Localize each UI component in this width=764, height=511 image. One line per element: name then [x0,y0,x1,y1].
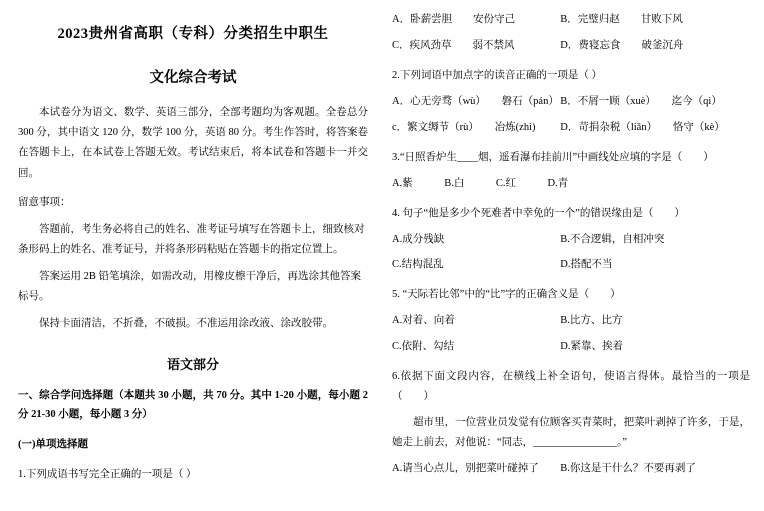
notice-item-2: 答案运用 2B 铅笔填涂，如需改动，用橡皮檫干净后，再选涂其他答案标号。 [18,270,362,303]
question-5-options-row-1 [392,311,750,331]
notice-label: 留意事项： [18,197,71,209]
question-3-options[interactable]: A.紫 B.白 C.红 D.青 [392,177,569,189]
question-4-options-row-2 [392,255,750,275]
question-2-options-row-1 [392,92,750,112]
question-5-option-c[interactable]: C.依附、勾结 [392,341,455,353]
question-2-options-row-2 [392,118,750,138]
question-5-option-b[interactable]: B.比方、比方 [560,315,623,327]
question-1-option-a[interactable]: A．卧薪尝胆 安份守己 [392,14,516,25]
exam-title-line1: 2023贵州省高职（专科）分类招生中职生 [57,26,329,42]
question-4-option-a[interactable]: A.成分残缺 [392,233,445,245]
question-5-stem: 5. “天际若比邻”中的“比”字的正确含义是（ ） [392,289,621,301]
question-6-option-a[interactable]: A.请当心点儿，别把菜叶碰掉了 [392,462,539,474]
question-1-options-row-1 [392,10,750,30]
question-4-option-d[interactable]: D.搭配不当 [560,259,613,271]
question-3-stem: 3.“日照香炉生____烟，遥看瀑布挂前川”中画线处应填的字是（ ） [392,151,714,163]
question-4-option-b[interactable]: B.不合逻辑，自相冲突 [560,233,665,245]
question-5-option-d[interactable]: D.紧靠、挨着 [560,341,623,353]
question-4-option-c[interactable]: C.结构混乱 [392,259,444,271]
question-4-stem: 4. 句子“他是多少个死难者中幸免的一个”的错误缘由是（ ） [392,207,685,219]
exam-intro: 本试卷分为语文、数学、英语三部分，全部考题均为客观题。全卷总分 300 分，其中语文 120 分，数学 100 分，英语 80 分。考生作答时，将答案卷在答题卡上，在本试卷上答题无效。考试结束后，将本试卷和答题卡一并交回。 [18,106,368,179]
question-1-option-d[interactable]: D．费寝忘食 破釜沉舟 [560,39,684,51]
question-6-option-b[interactable]: B.你这是干什么？不要再剥了 [560,462,696,474]
question-2-option-b[interactable]: B．不屑一顾（xuè） 迄今（qì） [560,95,722,107]
notice-item-1: 答题前，考生务必将自己的姓名、准考证号填写在答题卡上，细致核对条形码上的姓名、准考证号，并将条形码粘贴在答题卡的指定位置上。 [18,223,365,256]
question-1-option-c[interactable]: C．疾风劲草 弱不禁风 [392,39,515,51]
question-3-options-row-1 [392,174,750,194]
question-2-option-c[interactable]: c．繁文缛节（rù） 冶炼(zhì) [392,121,536,133]
section-title-chinese: 语文部分 [166,357,219,373]
right-column [382,0,764,511]
question-2-option-d[interactable]: D．苛捐杂税（liǎn） 恪守（kè） [560,121,725,133]
question-5-option-a[interactable]: A.对着、向着 [392,315,455,327]
sub-heading: (一)单项选择题 [18,438,88,450]
question-1-stem: 1.下列成语书写完全正确的一项是（ ） [18,468,197,480]
part-heading: 一、综合学问选择题（本题共 30 小题，共 70 分。其中 1-20 小题，每小题 2 分 21-30 小题，每小题 3 分） [18,390,368,421]
question-1-option-b[interactable]: B．完璧归赵 甘败下风 [560,14,683,25]
question-6-options-row-1 [392,459,750,479]
question-2-stem: 2.下列词语中加点字的读音正确的一项是（ ） [392,69,602,81]
question-2-option-a[interactable]: A．心无旁骛（wù） 磐石（pán） [392,95,559,107]
question-5-options-row-2 [392,337,750,357]
question-6-stem: 6.依据下面文段内容，在横线上补全语句，使语言得体。最恰当的一项是（ ） [392,371,750,403]
question-1-options-row-2 [392,36,750,56]
question-6-passage: 超市里，一位营业员发觉有位顾客买青菜时，把菜叶剥掉了许多，于是，她走上前去，对他说：“同志，________________。” [392,417,750,448]
exam-title-line2: 文化综合考试 [149,69,237,86]
question-4-options-row-1 [392,230,750,250]
notice-item-3: 保持卡面清洁，不折叠，不破损。不准运用涂改液、涂改胶带。 [39,317,333,329]
